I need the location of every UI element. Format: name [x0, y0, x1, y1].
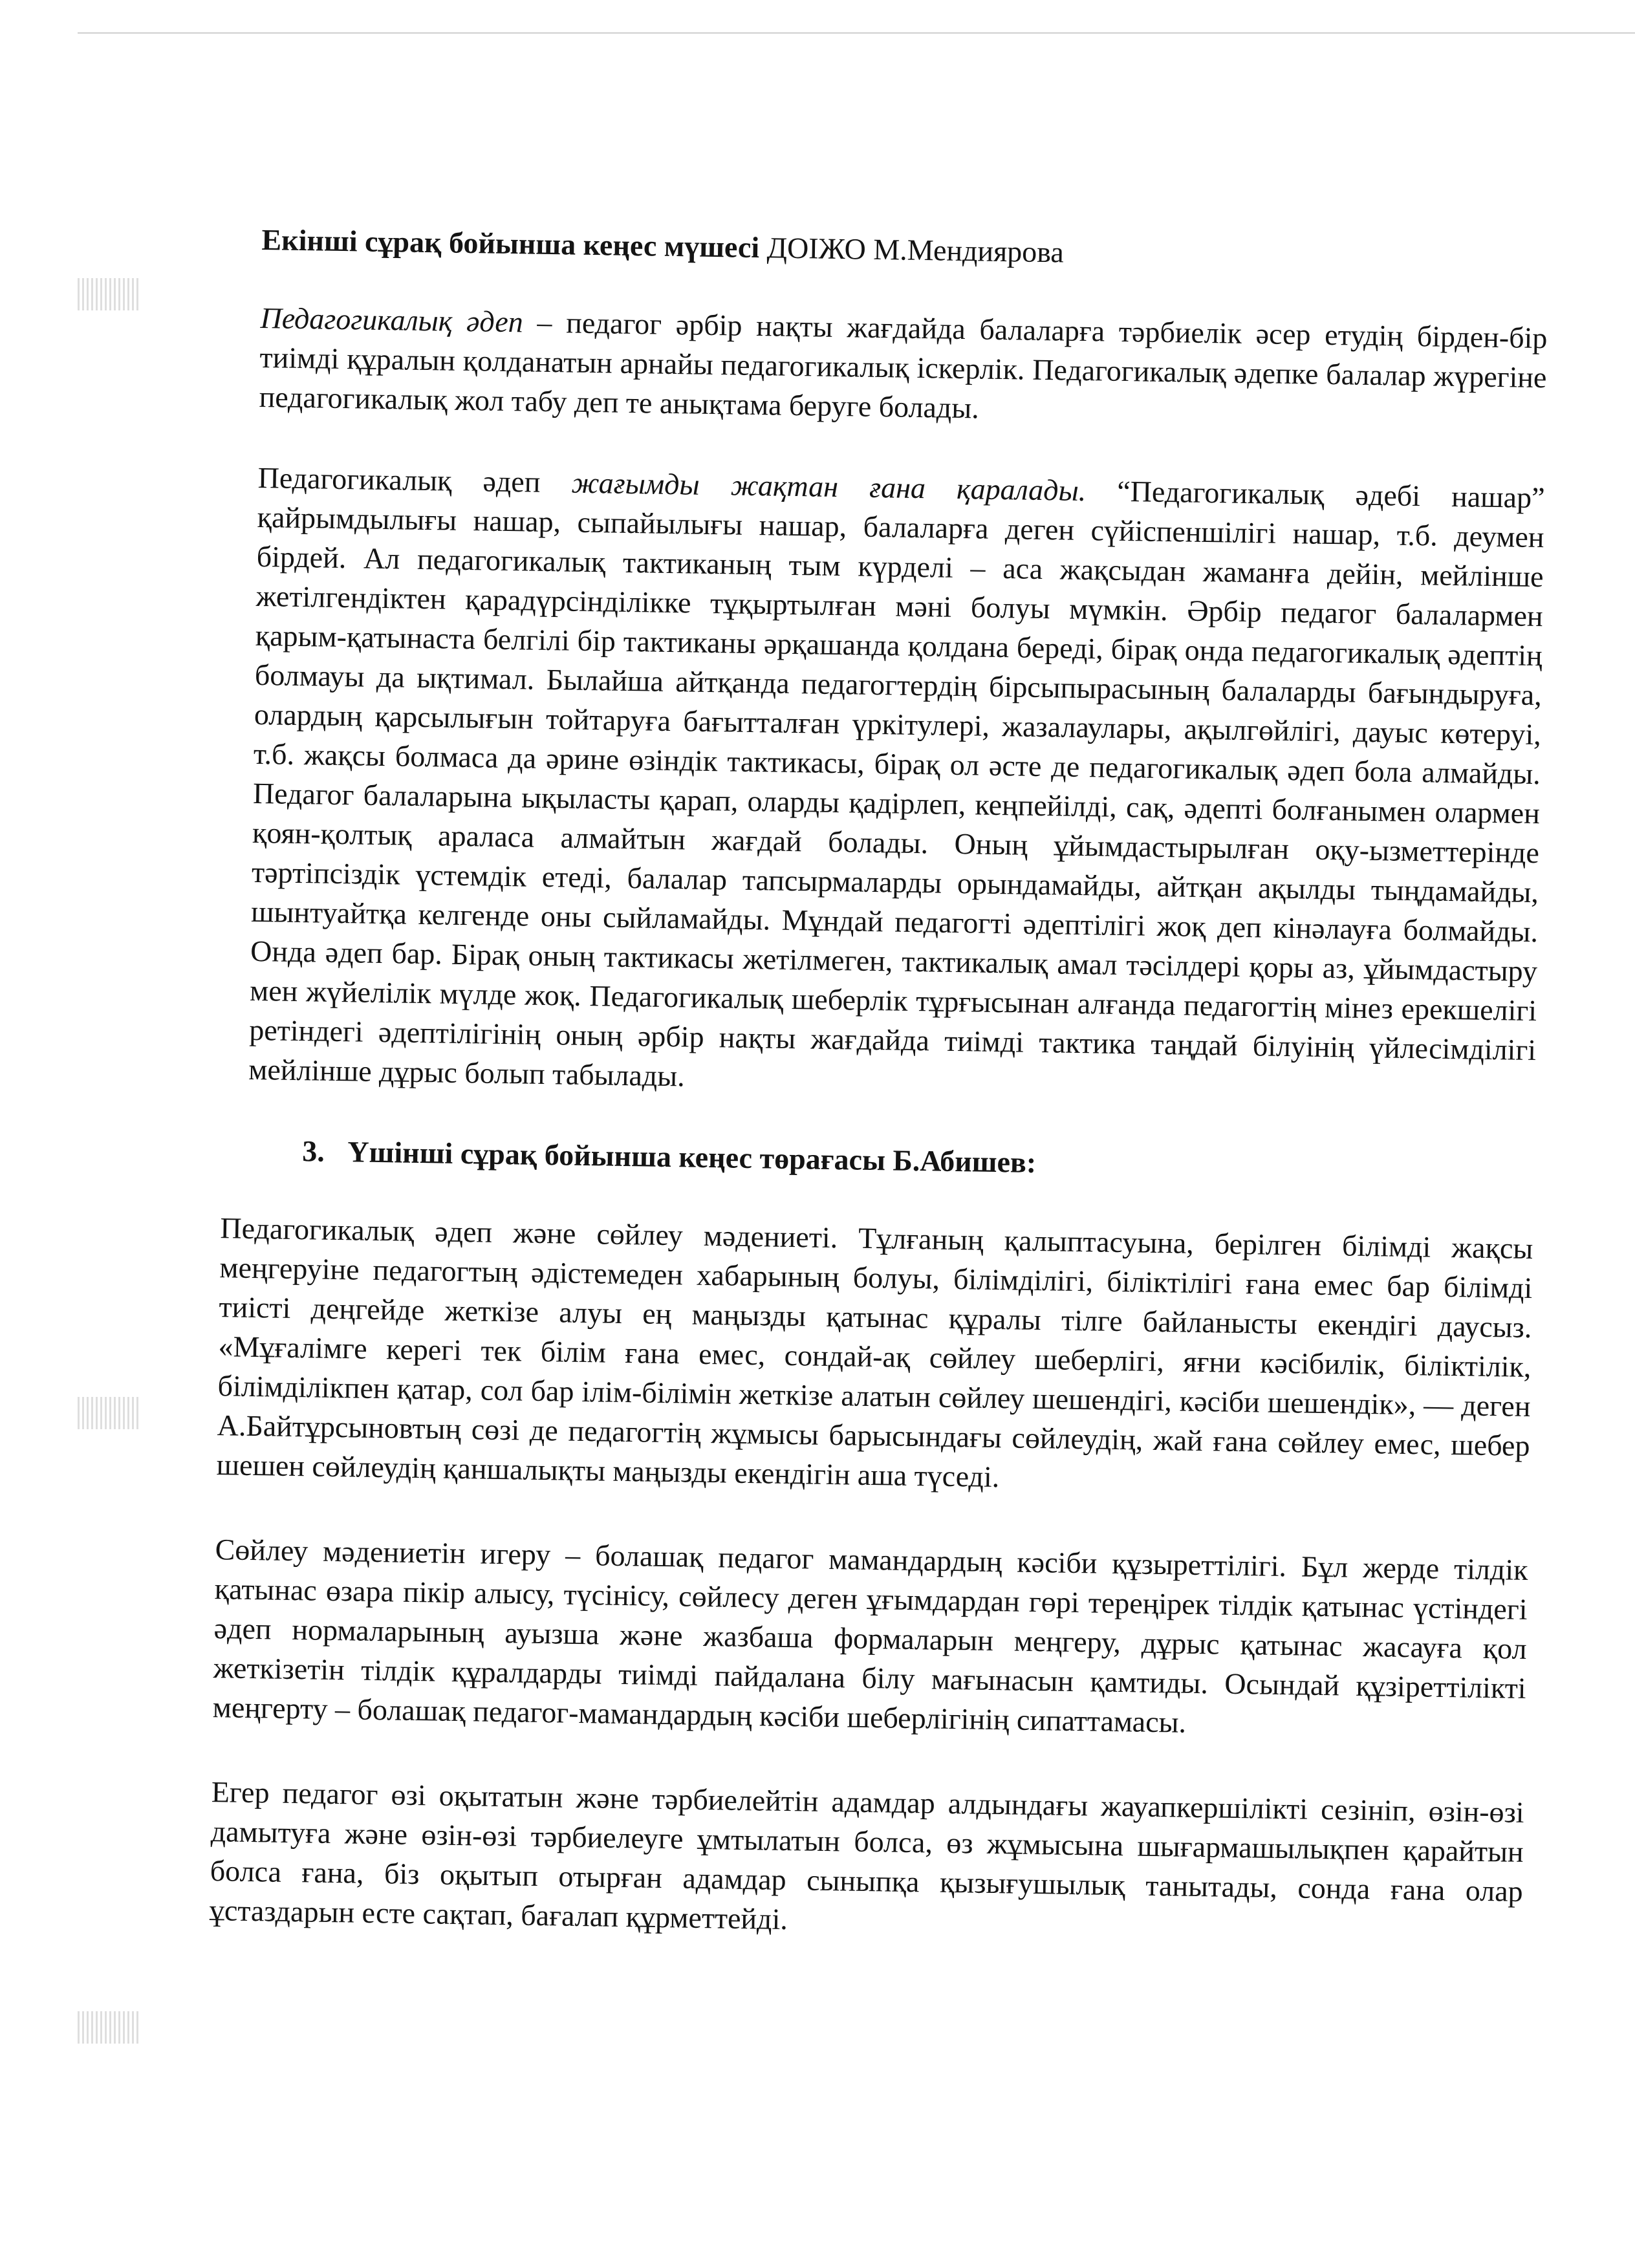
paragraph-tactics-italic: жағымды жақтан ғана қаралады. — [571, 466, 1087, 508]
document-body — [209, 220, 1548, 1996]
paragraph-responsibility: Егер педагог өзі оқытатын және тәрбиелейтін адамдар алдындағы жауапкершілікті сезініп, өзін-өзі дамытуға және өзін-өзі тәрбиелеуге ұмтылатын болса, өз жұмысына шығармашылықпен қарайтын болса ғана, біз оқытып отырған адамдар сыныпқа қызығушылық танытады, сонда ғана олар ұстаздарын есте сақтап, бағалап құрметтейді. — [209, 1775, 1524, 1936]
scan-artifact — [78, 1397, 139, 1429]
section-2-heading-speaker: ДОІЖО М.Мендиярова — [759, 231, 1065, 269]
paragraph-tactics — [248, 458, 1545, 1109]
section-3-body — [209, 1208, 1533, 1950]
section-3-heading — [247, 1130, 1535, 1190]
section-3-number: 3. — [301, 1134, 325, 1168]
section-3-heading-text: Үшінші сұрақ бойынша кеңес төрағасы Б.Абишев: — [347, 1135, 1037, 1179]
paragraph-tactics-start: Педагогикалық әдеп — [257, 460, 572, 499]
paragraph-definition — [259, 298, 1548, 437]
term-pedagogical-tact: Педагогикалық әдеп — [260, 301, 524, 339]
scan-artifact — [78, 2011, 139, 2044]
paragraph-competence: Сөйлеу мәдениетін игеру – болашақ педагог мамандардың кәсіби құзыреттілігі. Бұл жерде тілдік қатынас өзара пікір алысу, түсінісу, сөйлесу деген ұғымдардан гөрі тереңірек тілдік қатынас үстіндегі әдеп нормаларының ауызша және жазбаша формаларын меңгеру, дұрыс қатынас жасауға қол жеткізетін тілдік құралдарды тиімді пайдалана білу мағынасын қамтиды. Осындай құзіреттілікті меңгерту – болашақ педагог-мамандардың кәсіби шеберлігінің сипаттамасы. — [212, 1533, 1528, 1739]
paragraph-speech-culture: Педагогикалық әдеп және сөйлеу мәдениеті. Тұлғаның қалыптасуына, берілген білімді жақсы меңгеруіне педагогтың әдістемеден хабарының болуы, білімділігі, біліктілігі ғана емес бар білімді тиісті деңгейде жеткізе алуы ең маңызды қатынас құралы тілге байланысты екендігі даусыз. «Мұғалімге керегі тек білім ғана емес, сондай-ақ сөйлеу шеберлігі, яғни кәсібилік, біліктілік, білімділікпен қатар, сол бар ілім-білімін жеткізе алатын сөйлеу шешендігі, кәсіби шешендік», — деген А.Байтұрсыновтың сөзі де педагогтің жұмысы барысындағы сөйлеудің, жай ғана сөйлеу емес, шебер шешен сөйлеудің қаншалықты маңызды екендігін аша түседі. — [216, 1211, 1533, 1494]
paragraph-definition-text: – педагог әрбір нақты жағдайда балаларға тәрбиелік әсер етудің бірден-бір тиімді құралын қолданатын арнайы педагогикалық іскерлік. Педагогикалық әдепке балалар жүрегіне педагогикалық жол табу деп те анықтама беруге болады. — [259, 305, 1548, 425]
scan-top-edge — [78, 32, 1635, 34]
paragraph-tactics-text: “Педагогикалық әдебі нашар” қайрымдылығы нашар, сыпайылығы нашар, балаларға деген сүйіспеншілігі нашар, т.б. деумен бірдей. Ал педагогикалық тактиканың тым күрделі – аса жақсыдан жаманға дейін, мейлінше жетілгендіктен қарадүрсінділікке тұқыртылған мәні болуы мүмкін. Әрбір педагог балалармен қарым-қатынаста белгілі бір тактиканы әрқашанда қолдана береді, бірақ онда педагогикалық әдептің болмауы да ықтимал. Былайша айтқанда педагогтердің бірсыпырасының балаларды бағындыруға, олардың қарсылығын тойтаруға бағытталған үркітулері, жазалаулары, ақылгөйлігі, дауыс көтеруі, т.б. жақсы болмаса да әрине өзіндік тактикасы, бірақ ол әсте де педагогикалық әдеп бола алмайды. Педагог балаларына ықыласты қарап, оларды қадірлеп, кеңпейілді, сақ, әдепті болғанымен олармен қоян-қолтық араласа алмайтын жағдай болады. Оның ұйымдастырылған оқу-ызметтерінде тәртіпсіздік үстемдік етеді, балалар тапсырмаларды орындамайды, айтқан ақылды тыңдамайды, шынтуайтқа келгенде оны сыйламайды. Мұндай педагогті әдептілігі жоқ деп кінәлауға болмайды. Онда әдеп бар. Бірақ оның тактикасы жетілмеген, тактикалық амал тәсілдері қоры аз, ұйымдастыру мен жүйелілік мүлде жоқ. Педагогикалық шеберлік тұрғысынан алғанда педагогтің мінез ерекшелігі ретіндегі әдептілігінің оның әрбір нақты жағдайда тиімді тактика таңдай білуінің үйлесімділігі мейлінше дұрыс болып табылады. — [248, 474, 1545, 1093]
section-2-heading-bold: Екінші сұрақ бойынша кеңес мүшесі — [261, 222, 760, 265]
section-2-heading — [261, 220, 1549, 279]
scan-artifact — [78, 278, 139, 310]
